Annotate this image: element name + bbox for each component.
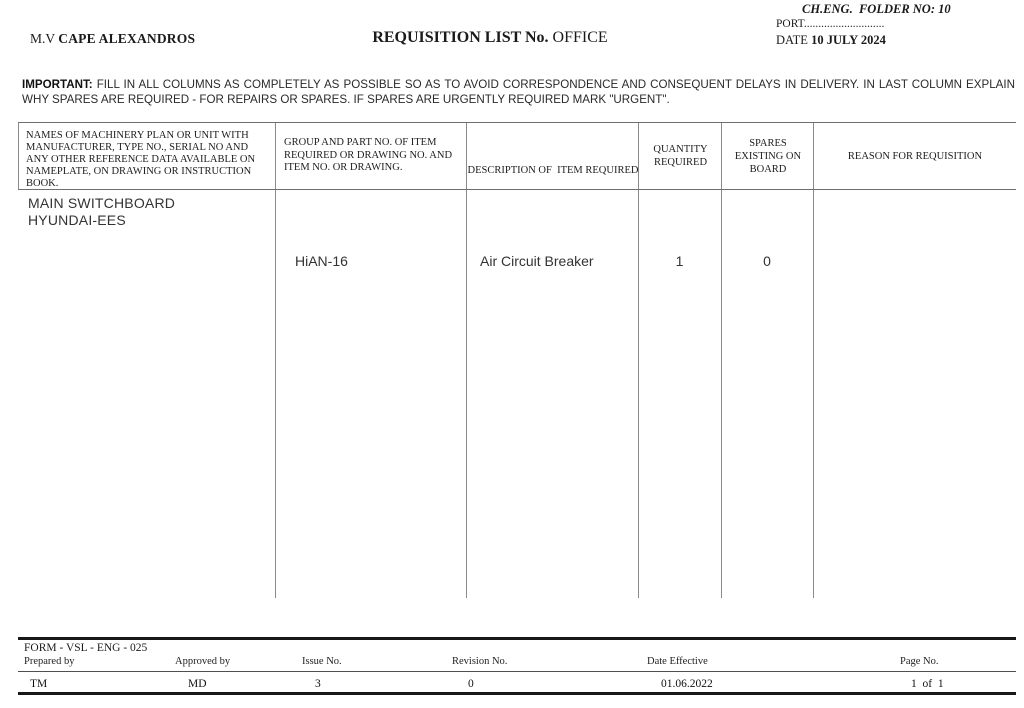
folder-no-line: CH.ENG. FOLDER NO: 10 <box>802 2 951 16</box>
date-label: DATE <box>776 33 812 47</box>
column-divider <box>813 122 814 598</box>
row-machinery-cell <box>28 195 175 228</box>
footer-value-issue-no: 3 <box>315 678 321 690</box>
header-group-part-no <box>276 123 467 189</box>
footer-value-revision-no: 0 <box>468 678 474 690</box>
footer-label-issue-no: Issue No. <box>302 656 342 667</box>
footer <box>18 637 1016 697</box>
vessel-name-text: CAPE ALEXANDROS <box>58 31 196 46</box>
important-notice <box>22 78 1015 107</box>
table-header-row <box>18 122 1016 190</box>
footer-mid-rule <box>18 671 1016 672</box>
footer-label-page-no: Page No. <box>900 656 939 667</box>
requisition-table <box>18 122 1016 598</box>
row-spares-cell: 0 <box>763 253 771 269</box>
header-description: DESCRIPTION OF ITEM REQUIRED <box>467 165 639 176</box>
footer-value-page-no: 1 of 1 <box>911 678 944 690</box>
footer-label-prepared-by: Prepared by <box>24 656 75 667</box>
important-text: FILL IN ALL COLUMNS AS COMPLETELY AS POSSIBLE SO AS TO AVOID CORRESPONDENCE AND CONSEQUENT DELAYS IN DELIVERY. IN LAST COLUMN EXPLAIN WHY SPARES ARE REQUIRED - FOR REPAIRS OR SPARES. IF SPARES ARE URGENTLY REQUIRED MARK "URGENT". <box>22 78 1015 106</box>
header-quantity-required: QUANTITY REQUIRED <box>653 144 708 168</box>
footer-value-date-effective: 01.06.2022 <box>661 678 713 690</box>
row-quantity-cell: 1 <box>675 253 684 269</box>
title-normal: OFFICE <box>548 29 608 46</box>
column-divider <box>466 122 467 598</box>
machinery-line-2: HYUNDAI-EES <box>28 211 126 228</box>
header-spares-existing: SPARES EXISTING ON BOARD <box>734 137 802 175</box>
page-title <box>0 29 980 47</box>
column-divider <box>721 122 722 598</box>
footer-value-approved-by: MD <box>188 678 207 690</box>
footer-top-rule <box>18 637 1016 640</box>
footer-label-date-effective: Date Effective <box>647 656 708 667</box>
header-reason-for-requisition: REASON FOR REQUISITION <box>847 150 983 162</box>
column-divider <box>275 122 276 598</box>
footer-bottom-rule <box>18 692 1016 695</box>
machinery-line-1: MAIN SWITCHBOARD <box>28 195 176 211</box>
date-value: 10 JULY 2024 <box>811 33 886 47</box>
title-bold: REQUISITION LIST No. <box>372 29 549 46</box>
footer-value-prepared-by: TM <box>30 678 48 690</box>
header-machinery-names: NAMES OF MACHINERY PLAN OR UNIT WITH MANUFACTURER, TYPE NO., SERIAL NO AND ANY OTHER REFERENCE DATA AVAILABLE ON NAMEPLATE, ON DRAWING OR INSTRUCTION BOOK. <box>26 130 256 189</box>
row-group-part-cell: HiAN-16 <box>295 253 348 269</box>
vessel-prefix: M.V <box>30 31 59 46</box>
footer-label-approved-by: Approved by <box>175 656 231 667</box>
row-description-cell: Air Circuit Breaker <box>480 253 594 269</box>
important-label: IMPORTANT: <box>22 78 93 91</box>
column-divider <box>638 122 639 598</box>
footer-label-revision-no: Revision No. <box>452 656 508 667</box>
form-code: FORM - VSL - ENG - 025 <box>24 642 148 654</box>
header-group-part-no-text: GROUP AND PART NO. OF ITEM REQUIRED OR DRAWING NO. AND ITEM NO. OR DRAWING. <box>284 137 453 174</box>
port-line: PORT............................ <box>776 18 885 30</box>
